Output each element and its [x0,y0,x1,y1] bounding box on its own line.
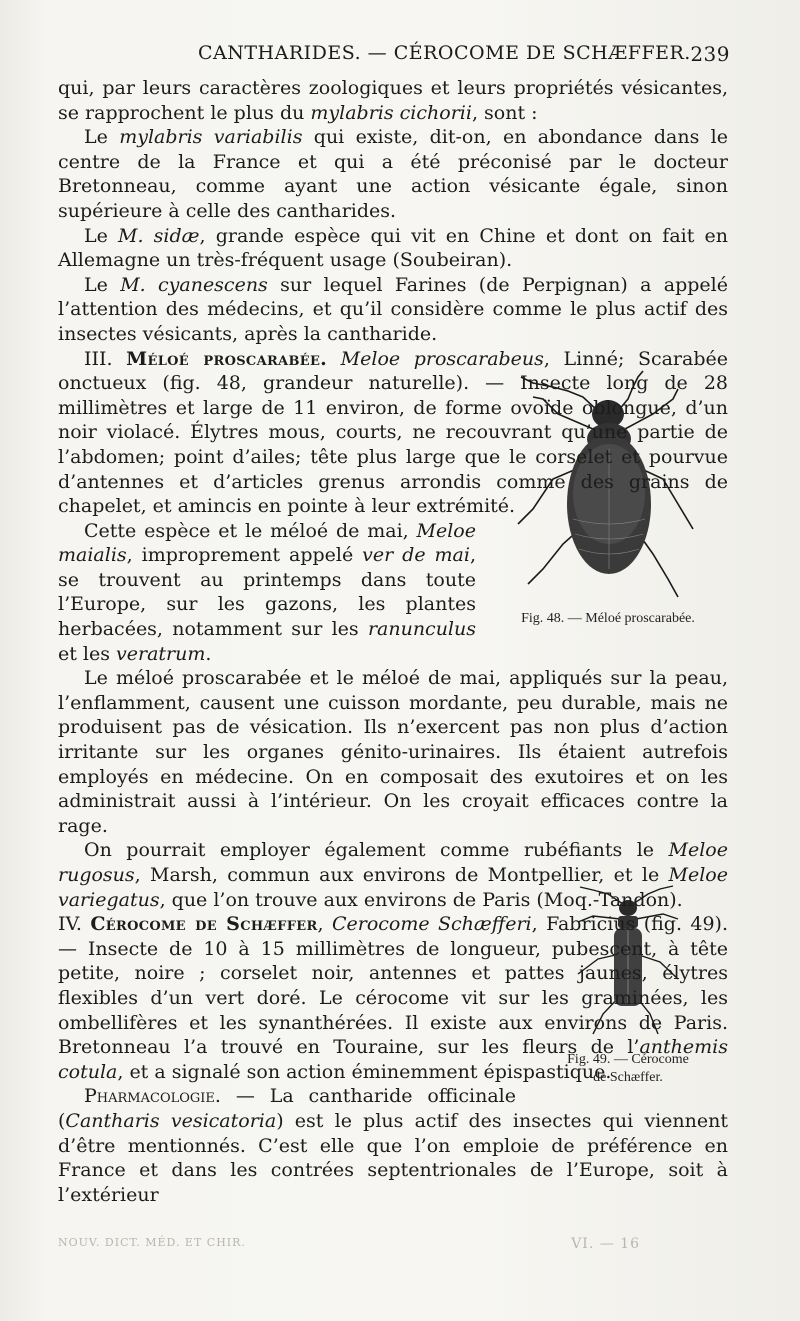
footer-signature: NOUV. DICT. MÉD. ET CHIR. [58,1236,246,1249]
running-title: CANTHARIDES. — CÉROCOME DE SCHÆFFER. [198,42,691,64]
paragraph-rubefiants: On pourrait employer également comme rubéfiants le Meloe rugosus, Marsh, commun aux environs de Montpellier, et le Meloe variegatus, que l’on trouve aux environs de Paris (Moq.-Tandon). [58,839,728,911]
paragraph-cerocome: IV. Cérocome de Schæffer, Cerocome Schæfferi, Fabricius (fig. 49). — Insecte de 10 à 15 millimètres de longueur, pubescent, à tête petite, noire ; corselet noir, antennes et pattes jaunes, élytres flexibles d’un vert doré. Le cérocome vit sur les graminées, les ombellifères et les synanthérées. Il existe aux environs de Paris. Bretonneau l’a trouvé en Touraine, sur les fleurs de l’anthemis cotula, et a signalé son action éminemment épispastique. [58,913,729,1083]
paragraph-mylabris-cyanescens: Le M. cyanescens sur lequel Farines (de Perpignan) a appelé l’attention des médecins, et qu’il considère comme le plus actif des insectes vésicants, après la cantharide. [58,273,728,345]
paragraph-intro: qui, par leurs caractères zoologiques et leurs propriétés vésicantes, se rapprochent le plus du mylabris cichorii, sont : [58,77,728,124]
section-heading-meloe: Méloé proscarabée. [126,347,328,370]
paragraph-mylabris-variabilis: Le mylabris variabilis qui existe, dit-on, en abondance dans le centre de la France et qui a été préconisé par le docteur Bretonneau, comme ayant une action vésicante égale, sinon supérieure à celle des cantharides. [58,126,728,222]
paragraph-mylabris-sidae: Le M. sidæ, grande espèce qui vit en Chine et dont on fait en Allemagne un très-fréquent usage (Soubeiran). [58,224,728,272]
figure-49-caption-line2: de Schæffer. [593,1069,663,1085]
paragraph-meloe-effects: Le méloé proscarabée et le méloé de mai, appliqués sur la peau, l’enflamment, causent une cuisson mordante, peu durable, mais ne produisent pas de vésication. Ils n’exercent pas non plus d’action irritante sur les organes génito-urinaires. Ils étaient autrefois employés en médecine. On en composait des exutoires et on les administrait aussi à l’intérieur. On les croyait efficaces contre la rage. [58,667,728,837]
paragraph-meloe-proscarabeus: III. Méloé proscarabée. Meloe proscarabeus, Linné; Scarabée onctueux (fig. 48, grandeur naturelle). — Insecte long de 28 millimètres et large de 11 environ, de forme ovoïde oblongue, d’un noir violacé. Élytres mous, courts, ne recouvrant qu’une partie de l’abdomen; point d’ailes; tête plus large que le corselet et pourvue d’antennes et d’articles grenus arrondis comme des grains de chapelet, et amincis en pointe à leur extrémité. [58,347,728,518]
pharmacologie-heading: Pharmacologie. [84,1085,221,1108]
footer-sheet-mark: VI. — 16 [571,1236,640,1252]
paragraph-meloe-maialis: Cette espèce et le méloé de mai, Meloe maialis, improprement appelé ver de mai, se trouvent au printemps dans toute l’Europe, sur les gazons, les plantes herbacées, notamment sur les ranunculus et les veratrum. [58,519,477,665]
page-header [58,42,730,70]
section-heading-cerocome: Cérocome de Schæffer [90,913,318,936]
body-text [58,76,728,1207]
paragraph-pharmacologie: Pharmacologie. — La cantharide officinale (Cantharis vesicatoria) est le plus actif des insectes qui viennent d’être mentionnés. C’est elle que l’on emploie de préférence en France et dans les contrées septentrionales de l’Europe, soit à l’extérieur [58,1085,728,1206]
page-number: 239 [690,42,730,66]
figure-48-caption: Fig. 48. — Méloé proscarabée. [521,611,695,627]
figure-49-caption-line1: Fig. 49. — Cérocome [567,1051,689,1067]
